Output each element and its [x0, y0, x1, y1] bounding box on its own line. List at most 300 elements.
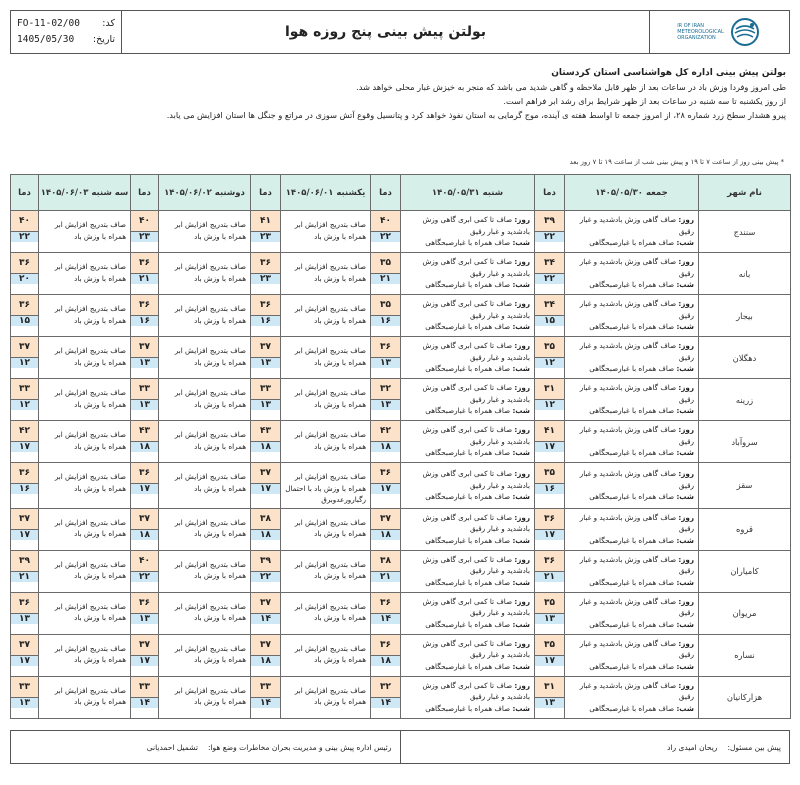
bulletin-intro: [10, 66, 790, 122]
forecast-cell: صاف بتدریج افزایش ابر همراه با وزش باد: [281, 253, 371, 295]
forecast-cell: [565, 463, 699, 509]
night-text: صاف همراه با غبارصبحگاهی: [589, 238, 675, 248]
temp-cell: [251, 337, 281, 379]
day-text: صاف گاهی وزش بادشدید و غبار رقیق: [579, 554, 694, 576]
day-label: روز:: [678, 554, 694, 564]
forecast-cell: صاف بتدریج افزایش ابر همراه با وزش باد: [39, 253, 131, 295]
table-row: [11, 550, 791, 592]
night-text: صاف همراه با غبارصبحگاهی: [589, 406, 675, 416]
day-label: روز:: [514, 383, 530, 393]
day-text: صاف گاهی وزش بادشدید و غبار رقیق: [579, 341, 694, 362]
temp-cell: [131, 253, 159, 295]
forecast-cell: [401, 550, 535, 592]
min-temp: ۱۴: [371, 614, 400, 624]
city-name: سقز: [699, 463, 791, 509]
night-label: شب:: [512, 406, 530, 416]
day-label: روز:: [514, 680, 530, 690]
city-name: قروه: [699, 508, 791, 550]
min-temp: ۱۳: [131, 400, 158, 410]
temp-header-1: دما: [535, 175, 565, 211]
max-temp: ۳۶: [11, 463, 38, 484]
forecast-cell: [401, 337, 535, 379]
forecast-cell: [565, 592, 699, 634]
night-label: شب:: [512, 364, 530, 374]
min-temp: ۲۲: [371, 232, 400, 242]
day-label: روز:: [514, 341, 530, 351]
max-temp: ۳۷: [371, 509, 400, 530]
temp-box: [535, 509, 564, 540]
max-temp: ۳۹: [11, 551, 38, 572]
day-label: روز:: [514, 469, 530, 478]
forecast-cell: صاف بتدریج افزایش ابر همراه با وزش باد: [281, 379, 371, 421]
table-row: [11, 463, 791, 509]
forecast-cell: صاف بتدریج افزایش ابر همراه با وزش باد: [159, 508, 251, 550]
day-forecast: [405, 512, 530, 535]
max-temp: ۳۶: [11, 295, 38, 316]
min-temp: ۱۸: [371, 656, 400, 666]
temp-box: [131, 379, 158, 410]
min-temp: ۱۳: [535, 614, 564, 624]
max-temp: ۴۰: [11, 211, 38, 232]
day-label: روز:: [678, 512, 694, 522]
temp-cell: [131, 550, 159, 592]
city-name: بانه: [699, 253, 791, 295]
forecast-cell: [401, 463, 535, 509]
temp-cell: [11, 676, 39, 718]
day-header-5: سه شنبه ۱۴۰۵/۰۶/۰۳: [39, 175, 131, 211]
temp-box: [251, 509, 280, 540]
forecast-cell: [565, 211, 699, 253]
temp-cell: [251, 211, 281, 253]
min-temp: ۲۲: [251, 572, 280, 582]
forecast-cell: صاف بتدریج افزایش ابر همراه با وزش باد: [159, 592, 251, 634]
forecast-cell: صاف بتدریج افزایش ابر همراه با وزش باد: [159, 676, 251, 718]
max-temp: ۳۶: [251, 253, 280, 274]
forecast-cell: [401, 421, 535, 463]
day-label: روز:: [514, 554, 530, 564]
min-temp: ۱۷: [11, 442, 38, 452]
night-text: صاف همراه با غبارصبحگاهی: [589, 577, 675, 587]
day-text: صاف تا کمی ابری گاهی وزش بادشدید و غبار رقیق: [422, 299, 530, 320]
table-row: [11, 295, 791, 337]
night-forecast: [405, 619, 530, 631]
forecast-cell: [401, 508, 535, 550]
min-temp: ۱۶: [251, 316, 280, 326]
temp-cell: [371, 421, 401, 463]
min-temp: ۱۳: [131, 358, 158, 368]
temp-cell: [251, 592, 281, 634]
temp-cell: [131, 211, 159, 253]
temp-box: [535, 253, 564, 284]
forecast-cell: [565, 508, 699, 550]
code-value: FO-11-02/00: [17, 18, 80, 29]
temp-cell: [11, 253, 39, 295]
max-temp: ۳۷: [11, 509, 38, 530]
bulletin-title: بولتن پیش بینی پنج روزه هوا: [121, 11, 649, 53]
day-forecast: [569, 512, 694, 535]
temp-box: [131, 253, 158, 284]
day-text: صاف تا کمی ابری گاهی وزش بادشدید و غبار رقیق: [422, 215, 530, 236]
temp-box: [535, 551, 564, 582]
city-name: سنندج: [699, 211, 791, 253]
temp-cell: [535, 508, 565, 550]
day-text: صاف تا کمی ابری گاهی وزش بادشدید و غبار رقیق: [422, 512, 530, 534]
temp-box: [11, 509, 38, 540]
day-forecast: [405, 680, 530, 703]
day-label: روز:: [678, 425, 694, 435]
day-text: صاف گاهی وزش بادشدید و غبار رقیق: [579, 299, 694, 320]
temp-cell: [251, 634, 281, 676]
table-row: [11, 211, 791, 253]
temp-cell: [131, 421, 159, 463]
temp-cell: [535, 295, 565, 337]
max-temp: ۳۶: [535, 551, 564, 572]
max-temp: ۳۷: [251, 463, 280, 484]
night-text: صاف همراه با غبارصبحگاهی: [589, 492, 675, 501]
day-forecast: [569, 256, 694, 279]
night-forecast: [569, 363, 694, 375]
temp-box: [251, 379, 280, 410]
day-label: روز:: [678, 215, 694, 225]
night-forecast: [405, 237, 530, 249]
min-temp: ۱۲: [11, 400, 38, 410]
min-temp: ۲۲: [535, 274, 564, 284]
min-temp: ۱۴: [131, 698, 158, 708]
temp-cell: [131, 463, 159, 509]
max-temp: ۳۵: [535, 593, 564, 614]
temp-cell: [11, 421, 39, 463]
intro-title: بولتن پیش بینی اداره کل هواشناسی استان کردستان: [551, 68, 786, 78]
temp-cell: [251, 676, 281, 718]
temp-box: [131, 337, 158, 368]
day-text: صاف گاهی وزش بادشدید و غبار رقیق: [579, 512, 694, 534]
temp-box: [535, 379, 564, 410]
temp-box: [371, 677, 400, 708]
intro-line-2: از روز یکشنبه تا سه شنبه در ساعات بعد از ظهر شرایط برای رشد ابر فراهم است.: [503, 96, 786, 106]
night-text: صاف همراه با غبارصبحگاهی: [425, 364, 511, 374]
day-text: صاف تا کمی ابری گاهی وزش بادشدید و غبار رقیق: [422, 596, 530, 618]
temp-box: [371, 593, 400, 624]
max-temp: ۳۶: [131, 295, 158, 316]
max-temp: ۳۷: [131, 509, 158, 530]
day-forecast: [569, 298, 694, 321]
max-temp: ۳۶: [371, 463, 400, 484]
max-temp: ۴۰: [371, 211, 400, 232]
night-label: شب:: [512, 703, 530, 713]
temp-box: [11, 421, 38, 452]
max-temp: ۴۰: [131, 211, 158, 232]
temp-box: [371, 509, 400, 540]
min-temp: ۱۷: [535, 442, 564, 452]
temp-cell: [535, 550, 565, 592]
day-text: صاف گاهی وزش بادشدید و غبار رقیق: [579, 680, 694, 702]
temp-cell: [371, 295, 401, 337]
min-temp: ۱۵: [535, 316, 564, 326]
forecast-cell: صاف بتدریج افزایش ابر همراه با وزش باد: [159, 253, 251, 295]
min-temp: ۱۲: [535, 400, 564, 410]
temp-cell: [535, 421, 565, 463]
day-text: صاف گاهی وزش بادشدید و غبار رقیق: [579, 638, 694, 660]
max-temp: ۳۳: [251, 379, 280, 400]
forecast-cell: صاف بتدریج افزایش ابر همراه با وزش باد: [39, 508, 131, 550]
temp-box: [535, 211, 564, 242]
intro-line-3: پیرو هشدار سطح زرد شماره ۲۸، از امروز جمعه تا اواسط هفته ی آینده، موج گرمایی به استان نفوذ خواهد کرد و پتانسیل وقوع آتش سوزی در مراتع و جنگل ها استان افزایش می یابد.: [166, 110, 786, 120]
night-text: صاف همراه با غبارصبحگاهی: [425, 619, 511, 629]
temp-cell: [131, 337, 159, 379]
max-temp: ۳۳: [131, 379, 158, 400]
city-name: مریوان: [699, 592, 791, 634]
night-text: صاف همراه با غبارصبحگاهی: [589, 448, 675, 458]
bulletin-page: [10, 10, 790, 775]
night-label: شب:: [676, 448, 694, 458]
night-label: شب:: [676, 577, 694, 587]
night-forecast: [569, 405, 694, 417]
day-text: صاف تا کمی ابری گاهی وزش بادشدید و غبار رقیق: [422, 469, 530, 490]
day-forecast: [569, 596, 694, 619]
max-temp: ۴۲: [371, 421, 400, 442]
min-temp: ۲۳: [131, 232, 158, 242]
forecast-cell: صاف بتدریج افزایش ابر همراه با وزش باد: [281, 421, 371, 463]
night-forecast: [569, 619, 694, 631]
max-temp: ۳۵: [535, 635, 564, 656]
min-temp: ۱۸: [251, 530, 280, 540]
night-label: شب:: [512, 280, 530, 290]
night-text: صاف همراه با غبارصبحگاهی: [425, 406, 511, 416]
day-forecast: [569, 638, 694, 661]
day-label: روز:: [678, 299, 694, 309]
day-header-3: یکشنبه ۱۴۰۵/۰۶/۰۱: [281, 175, 371, 211]
forecast-cell: صاف بتدریج افزایش ابر همراه با وزش باد: [39, 463, 131, 509]
max-temp: ۳۸: [251, 509, 280, 530]
city-name: بیجار: [699, 295, 791, 337]
max-temp: ۳۶: [535, 509, 564, 530]
min-temp: ۱۷: [11, 530, 38, 540]
temp-cell: [131, 634, 159, 676]
min-temp: ۱۷: [371, 484, 400, 494]
temp-box: [251, 593, 280, 624]
min-temp: ۱۷: [535, 530, 564, 540]
temp-cell: [371, 337, 401, 379]
night-label: شب:: [676, 661, 694, 671]
city-name: سروآباد: [699, 421, 791, 463]
day-label: روز:: [514, 215, 530, 225]
temp-cell: [251, 379, 281, 421]
day-text: صاف تا کمی ابری گاهی وزش بادشدید و غبار رقیق: [422, 680, 530, 702]
min-temp: ۱۸: [131, 530, 158, 540]
day-forecast: [405, 424, 530, 447]
min-temp: ۱۲: [535, 358, 564, 368]
day-text: صاف تا کمی ابری گاهی وزش بادشدید و غبار رقیق: [422, 341, 530, 362]
temp-cell: [251, 550, 281, 592]
day-label: روز:: [514, 638, 530, 648]
night-label: شب:: [512, 661, 530, 671]
forecast-cell: صاف بتدریج افزایش ابر همراه با وزش باد: [281, 634, 371, 676]
max-temp: ۳۳: [131, 677, 158, 698]
header-row: [11, 175, 791, 211]
forecast-cell: صاف بتدریج افزایش ابر همراه با وزش باد: [39, 634, 131, 676]
min-temp: ۲۱: [371, 572, 400, 582]
day-text: صاف گاهی وزش بادشدید و غبار رقیق: [579, 469, 694, 490]
max-temp: ۴۱: [535, 421, 564, 442]
min-temp: ۱۷: [131, 484, 158, 494]
max-temp: ۳۷: [251, 337, 280, 358]
forecast-cell: صاف بتدریج افزایش ابر همراه با وزش باد: [159, 634, 251, 676]
max-temp: ۳۳: [11, 677, 38, 698]
day-forecast: [569, 382, 694, 405]
intro-line-1: طی امروز وفردا وزش باد در ساعات بعد از ظهر قابل ملاحظه و گاهی شدید می باشد که منجر به خیزش غبار محلی خواهد شد.: [356, 82, 786, 92]
forecaster-cell: [401, 731, 790, 763]
temp-cell: [371, 676, 401, 718]
night-label: شب:: [512, 448, 530, 458]
max-temp: ۳۶: [11, 253, 38, 274]
day-header-4: دوشنبه ۱۴۰۵/۰۶/۰۲: [159, 175, 251, 211]
temp-cell: [535, 253, 565, 295]
night-text: صاف همراه با غبارصبحگاهی: [425, 238, 511, 248]
max-temp: ۳۷: [131, 635, 158, 656]
forecast-cell: صاف بتدریج افزایش ابر همراه با وزش باد: [39, 295, 131, 337]
night-forecast: [569, 279, 694, 291]
temp-box: [11, 211, 38, 242]
night-text: صاف همراه با غبارصبحگاهی: [425, 492, 511, 501]
night-text: صاف همراه با غبارصبحگاهی: [425, 280, 511, 290]
city-header: نام شهر: [699, 175, 791, 211]
organization-logo: [649, 11, 789, 53]
day-text: صاف تا کمی ابری گاهی وزش بادشدید و غبار رقیق: [422, 638, 530, 660]
forecast-cell: صاف بتدریج افزایش ابر همراه با وزش باد با احتمال رگبارو‌رعدوبرق: [281, 463, 371, 509]
forecast-table-body: [11, 211, 791, 719]
day-label: روز:: [678, 596, 694, 606]
temp-cell: [371, 550, 401, 592]
forecast-cell: صاف بتدریج افزایش ابر همراه با وزش باد: [159, 550, 251, 592]
max-temp: ۴۳: [251, 421, 280, 442]
night-forecast: [569, 703, 694, 715]
temp-cell: [535, 676, 565, 718]
temp-cell: [535, 211, 565, 253]
temp-box: [535, 463, 564, 494]
temp-cell: [251, 253, 281, 295]
min-temp: ۱۸: [131, 442, 158, 452]
table-row: [11, 676, 791, 718]
night-text: صاف همراه با غبارصبحگاهی: [589, 535, 675, 545]
night-text: صاف همراه با غبارصبحگاهی: [425, 535, 511, 545]
night-label: شب:: [676, 535, 694, 545]
temp-box: [251, 295, 280, 326]
min-temp: ۱۸: [371, 442, 400, 452]
night-text: صاف همراه با غبارصبحگاهی: [425, 577, 511, 587]
night-label: شب:: [512, 535, 530, 545]
temp-cell: [535, 337, 565, 379]
night-label: شب:: [676, 364, 694, 374]
night-forecast: [569, 535, 694, 547]
temp-box: [11, 253, 38, 284]
max-temp: ۳۷: [131, 337, 158, 358]
night-forecast: [405, 363, 530, 375]
max-temp: ۳۵: [535, 337, 564, 358]
temp-box: [371, 379, 400, 410]
night-label: شب:: [512, 619, 530, 629]
forecast-cell: [565, 253, 699, 295]
day-label: روز:: [678, 341, 694, 351]
night-forecast: [405, 491, 530, 503]
temp-box: [11, 337, 38, 368]
temp-box: [371, 551, 400, 582]
night-forecast: [405, 577, 530, 589]
day-label: روز:: [514, 512, 530, 522]
temp-cell: [251, 421, 281, 463]
temp-cell: [11, 463, 39, 509]
max-temp: ۳۳: [251, 677, 280, 698]
temp-header-3: دما: [251, 175, 281, 211]
temp-box: [535, 593, 564, 624]
min-temp: ۱۶: [131, 316, 158, 326]
forecast-cell: [401, 676, 535, 718]
night-forecast: [569, 237, 694, 249]
temp-cell: [371, 508, 401, 550]
temp-cell: [535, 379, 565, 421]
max-temp: ۳۸: [371, 551, 400, 572]
forecast-cell: صاف بتدریج افزایش ابر همراه با وزش باد: [39, 592, 131, 634]
forecast-cell: صاف بتدریج افزایش ابر همراه با وزش باد: [159, 337, 251, 379]
night-text: صاف همراه با غبارصبحگاهی: [589, 280, 675, 290]
min-temp: ۲۱: [371, 274, 400, 284]
forecast-cell: صاف بتدریج افزایش ابر همراه با وزش باد: [281, 508, 371, 550]
max-temp: ۳۵: [535, 463, 564, 484]
night-text: صاف همراه با غبارصبحگاهی: [425, 322, 511, 332]
min-temp: ۲۱: [131, 274, 158, 284]
temp-box: [131, 463, 158, 494]
temp-cell: [131, 508, 159, 550]
day-text: صاف گاهی وزش بادشدید و غبار رقیق: [579, 425, 694, 446]
night-label: شب:: [676, 492, 694, 501]
forecast-cell: [401, 592, 535, 634]
night-label: شب:: [676, 280, 694, 290]
temp-cell: [535, 634, 565, 676]
night-text: صاف همراه با غبارصبحگاهی: [589, 364, 675, 374]
temp-cell: [11, 634, 39, 676]
city-name: زرینه: [699, 379, 791, 421]
temp-cell: [535, 592, 565, 634]
min-temp: ۱۳: [11, 698, 38, 708]
temp-header-5: دما: [11, 175, 39, 211]
forecast-cell: [565, 295, 699, 337]
min-temp: ۱۵: [11, 316, 38, 326]
min-temp: ۲۲: [131, 572, 158, 582]
forecast-cell: صاف بتدریج افزایش ابر همراه با وزش باد: [159, 211, 251, 253]
temp-box: [251, 677, 280, 708]
date-row: [17, 32, 115, 48]
night-label: شب:: [512, 322, 530, 332]
code-label: کد:: [102, 18, 115, 29]
day-forecast: [569, 424, 694, 447]
temp-cell: [11, 211, 39, 253]
temp-box: [251, 337, 280, 368]
day-forecast: [569, 468, 694, 491]
night-forecast: [405, 703, 530, 715]
min-temp: ۱۷: [11, 656, 38, 666]
min-temp: ۱۳: [371, 400, 400, 410]
night-forecast: [405, 279, 530, 291]
forecast-cell: صاف بتدریج افزایش ابر همراه با وزش باد: [39, 337, 131, 379]
day-forecast: [569, 214, 694, 237]
night-forecast: [405, 405, 530, 417]
forecaster-label: پیش بین مسئول:: [727, 742, 781, 752]
night-text: صاف همراه با غبارصبحگاهی: [425, 703, 511, 713]
forecast-table: [10, 174, 791, 719]
min-temp: ۲۱: [11, 572, 38, 582]
temp-box: [371, 635, 400, 666]
forecast-cell: صاف بتدریج افزایش ابر همراه با وزش باد: [159, 379, 251, 421]
max-temp: ۳۶: [371, 635, 400, 656]
